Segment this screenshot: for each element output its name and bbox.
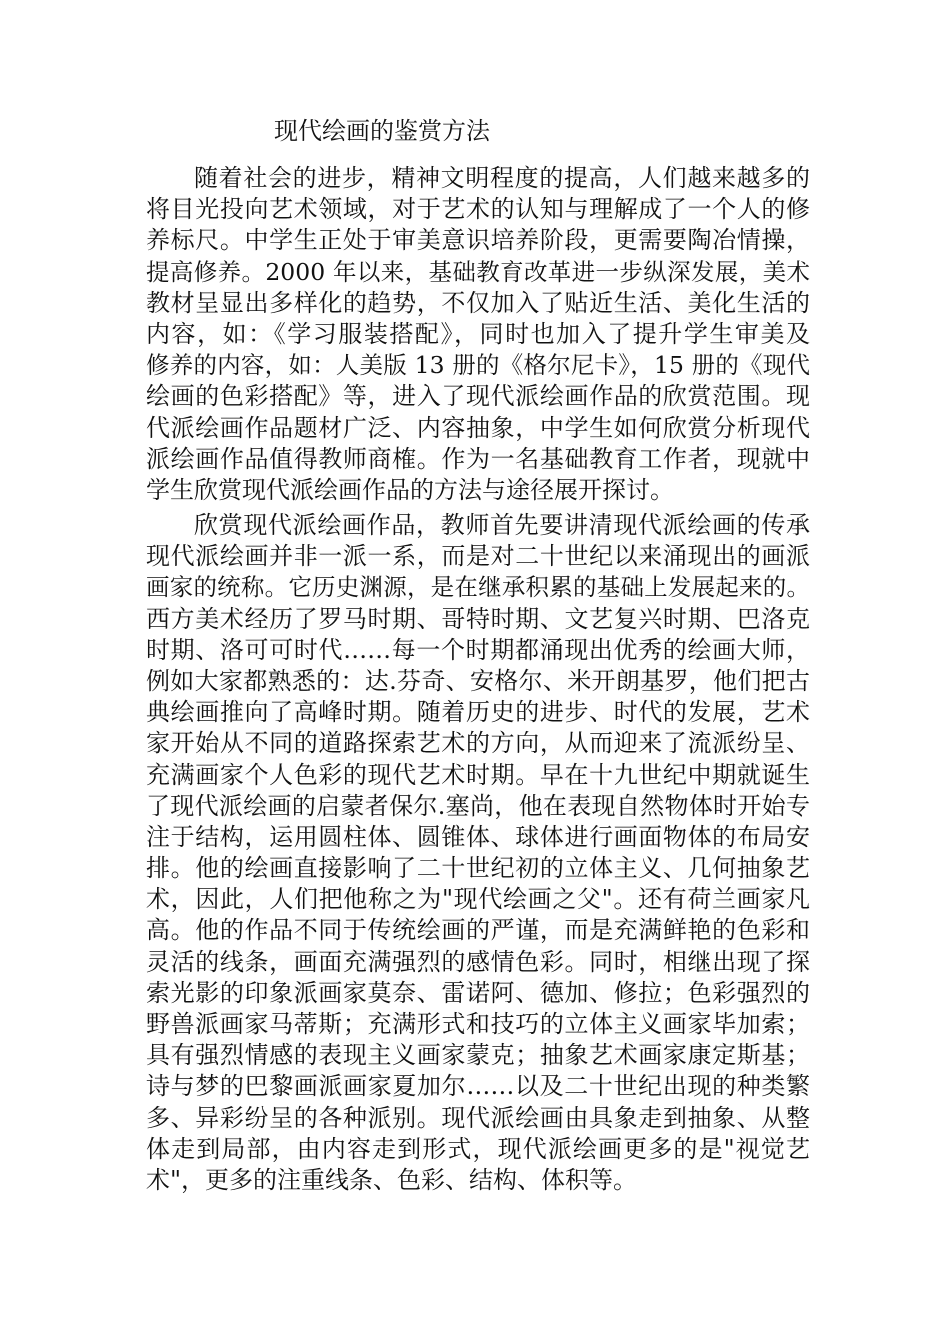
paragraph-line: 家开始从不同的道路探索艺术的方向，从而迎来了流派纷呈、 <box>146 729 810 758</box>
paragraph-line: 提高修养。2000 年以来，基础教育改革进一步纵深发展，美术 <box>146 257 810 286</box>
paragraph-line: 具有强烈情感的表现主义画家蒙克；抽象艺术画家康定斯基； <box>146 1041 810 1070</box>
paragraph-line: 多、异彩纷呈的各种派别。现代派绘画由具象走到抽象、从整 <box>146 1103 810 1132</box>
paragraph-line: 修养的内容，如：人美版 13 册的《格尔尼卡》，15 册的《现代 <box>146 351 810 380</box>
paragraph-line: 养标尺。中学生正处于审美意识培养阶段，更需要陶冶情操， <box>146 226 810 255</box>
paragraph-line: 注于结构，运用圆柱体、圆锥体、球体进行画面物体的布局安 <box>146 822 810 851</box>
paragraph-line: 术"，更多的注重线条、色彩、结构、体积等。 <box>146 1165 638 1194</box>
paragraph-line: 画家的统称。它历史渊源，是在继承积累的基础上发展起来的。 <box>146 573 810 602</box>
paragraph-line: 体走到局部，由内容走到形式，现代派绘画更多的是"视觉艺 <box>146 1134 810 1163</box>
paragraph-line: 教材呈显出多样化的趋势，不仅加入了贴近生活、美化生活的 <box>146 288 810 317</box>
paragraph-line: 诗与梦的巴黎画派画家夏加尔……以及二十世纪出现的种类繁 <box>146 1072 810 1101</box>
paragraph-line: 现代派绘画并非一派一系，而是对二十世纪以来涌现出的画派 <box>146 542 810 571</box>
paragraph-line: 派绘画作品值得教师商榷。作为一名基础教育工作者，现就中 <box>146 444 810 473</box>
paragraph-line: 野兽派画家马蒂斯；充满形式和技巧的立体主义画家毕加索； <box>146 1010 810 1038</box>
paragraph-line: 绘画的色彩搭配》等，进入了现代派绘画作品的欣赏范围。现 <box>146 382 810 411</box>
paragraph-line: 时期、洛可可时代……每一个时期都涌现出优秀的绘画大师， <box>146 635 810 664</box>
paragraph-line: 术，因此，人们把他称之为"现代绘画之父"。还有荷兰画家凡 <box>146 885 810 914</box>
paragraph-line: 随着社会的进步，精神文明程度的提高，人们越来越多的 <box>194 164 810 192</box>
paragraph-line: 了现代派绘画的启蒙者保尔.塞尚，他在表现自然物体时开始专 <box>146 791 810 820</box>
paragraph-line: 将目光投向艺术领域，对于艺术的认知与理解成了一个人的修 <box>146 195 810 224</box>
paragraph-line: 典绘画推向了高峰时期。随着历史的进步、时代的发展，艺术 <box>146 698 810 727</box>
paragraph-line: 排。他的绘画直接影响了二十世纪初的立体主义、几何抽象艺 <box>146 854 810 883</box>
paragraph-line: 欣赏现代派绘画作品，教师首先要讲清现代派绘画的传承 <box>194 511 810 539</box>
paragraph-line: 西方美术经历了罗马时期、哥特时期、文艺复兴时期、巴洛克 <box>146 604 810 633</box>
paragraph-line: 充满画家个人色彩的现代艺术时期。早在十九世纪中期就诞生 <box>146 760 810 789</box>
document-title: 现代绘画的鉴赏方法 <box>274 117 490 145</box>
paragraph-line: 灵活的线条，画面充满强烈的感情色彩。同时，相继出现了探 <box>146 947 810 976</box>
paragraph-line: 索光影的印象派画家莫奈、雷诺阿、德加、修拉；色彩强烈的 <box>146 978 810 1007</box>
paragraph-line: 高。他的作品不同于传统绘画的严谨，而是充满鲜艳的色彩和 <box>146 916 810 945</box>
paragraph-line: 例如大家都熟悉的：达.芬奇、安格尔、米开朗基罗，他们把古 <box>146 666 810 695</box>
paragraph-line: 内容，如：《学习服装搭配》，同时也加入了提升学生审美及 <box>146 319 810 348</box>
paragraph-intro <box>146 163 810 506</box>
paragraph-line: 代派绘画作品题材广泛、内容抽象，中学生如何欣赏分析现代 <box>146 413 810 442</box>
paragraph-line: 学生欣赏现代派绘画作品的方法与途径展开探讨。 <box>146 475 674 504</box>
paragraph-history <box>146 510 810 1196</box>
